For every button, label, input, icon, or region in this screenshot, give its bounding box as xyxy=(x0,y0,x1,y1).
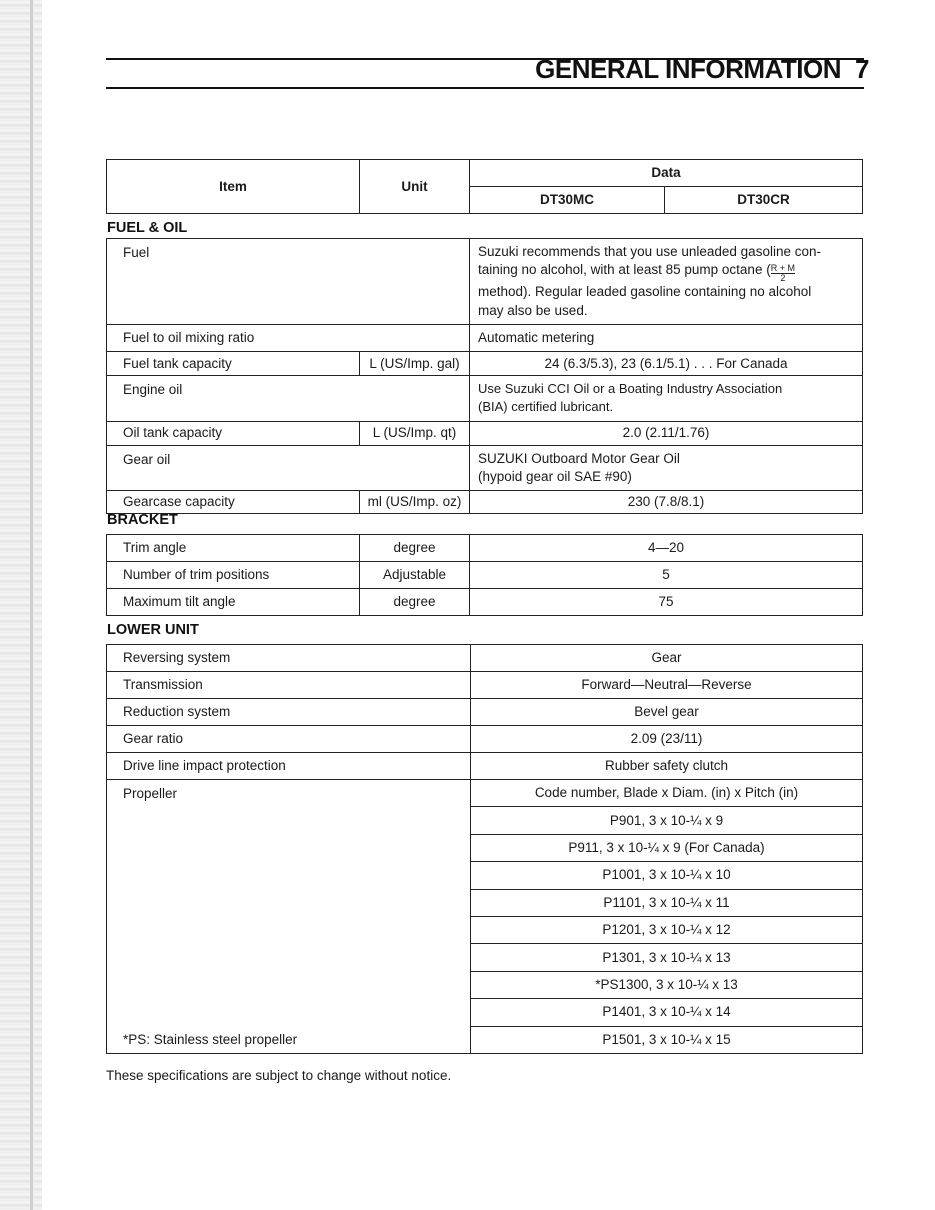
row-label-oil-tank: Oil tank capacity xyxy=(107,421,360,445)
lower-unit-table xyxy=(106,644,863,1054)
binding-edge xyxy=(0,0,42,1210)
engine-oil-description xyxy=(470,376,863,422)
trim-positions-value: 5 xyxy=(470,562,863,589)
propeller-ps1300: *PS1300, 3 x 10-¼ x 13 xyxy=(471,971,863,998)
table-row xyxy=(107,352,863,376)
binding-strip xyxy=(30,0,33,1210)
row-label-engine-oil: Engine oil xyxy=(107,376,470,422)
row-label-reversing: Reversing system xyxy=(107,645,471,672)
section-title-bracket: BRACKET xyxy=(107,512,178,528)
max-tilt-unit: degree xyxy=(360,589,470,616)
transmission-value: Forward—Neutral—Reverse xyxy=(471,672,863,699)
table-row xyxy=(107,780,863,807)
table-row xyxy=(107,699,863,726)
fuel-line-4: may also be used. xyxy=(478,302,588,318)
octane-fraction-denominator: 2 xyxy=(780,273,786,284)
trim-angle-unit: degree xyxy=(360,535,470,562)
col-header-model-2: DT30CR xyxy=(665,187,863,214)
fuel-oil-table xyxy=(106,238,863,514)
propeller-p1401: P1401, 3 x 10-¼ x 14 xyxy=(471,999,863,1026)
propeller-p911: P911, 3 x 10-¼ x 9 (For Canada) xyxy=(471,834,863,861)
propeller-p1101: P1101, 3 x 10-¼ x 11 xyxy=(471,889,863,916)
row-label-max-tilt: Maximum tilt angle xyxy=(107,589,360,616)
oil-tank-unit: L (US/Imp. qt) xyxy=(360,421,470,445)
row-label-fuel-tank: Fuel tank capacity xyxy=(107,352,360,376)
impact-protection-value: Rubber safety clutch xyxy=(471,753,863,780)
trim-positions-unit: Adjustable xyxy=(360,562,470,589)
fuel-tank-value: 24 (6.3/5.3), 23 (6.1/5.1) . . . For Canada xyxy=(470,352,863,376)
propeller-header: Code number, Blade x Diam. (in) x Pitch (in) xyxy=(471,780,863,807)
column-header-table xyxy=(106,159,863,214)
propeller-cell xyxy=(107,780,471,1054)
row-label-gearcase: Gearcase capacity xyxy=(107,491,360,514)
octane-fraction xyxy=(771,264,795,283)
row-label-trim-angle: Trim angle xyxy=(107,535,360,562)
table-row xyxy=(107,672,863,699)
reversing-value: Gear xyxy=(471,645,863,672)
engine-oil-line-2: (BIA) certified lubricant. xyxy=(478,399,614,415)
gear-ratio-value: 2.09 (23/11) xyxy=(471,726,863,753)
propeller-p901: P901, 3 x 10-¼ x 9 xyxy=(471,807,863,834)
fuel-line-3: method). Regular leaded gasoline containing no alcohol xyxy=(478,284,812,300)
table-row xyxy=(107,535,863,562)
gear-oil-line-1: SUZUKI Outboard Motor Gear Oil xyxy=(478,450,680,466)
mixing-ratio-value: Automatic metering xyxy=(470,324,863,351)
gearcase-value: 230 (7.8/8.1) xyxy=(470,491,863,514)
col-header-model-1: DT30MC xyxy=(470,187,665,214)
col-header-data: Data xyxy=(470,160,863,187)
section-title-lower-unit: LOWER UNIT xyxy=(107,622,199,638)
row-label-transmission: Transmission xyxy=(107,672,471,699)
propeller-p1501: P1501, 3 x 10-¼ x 15 xyxy=(471,1026,863,1053)
table-row xyxy=(107,753,863,780)
table-row xyxy=(107,239,863,325)
row-label-impact-protection: Drive line impact protection xyxy=(107,753,471,780)
table-row xyxy=(107,324,863,351)
table-row xyxy=(107,562,863,589)
max-tilt-value: 75 xyxy=(470,589,863,616)
section-title-fuel-oil: FUEL & OIL xyxy=(107,220,188,236)
fuel-line-1: Suzuki recommends that you use unleaded gasoline con- xyxy=(478,244,821,259)
octane-fraction-numerator: R + M xyxy=(770,263,795,274)
trim-angle-value: 4—20 xyxy=(470,535,863,562)
row-label-propeller: Propeller xyxy=(123,786,178,801)
table-row xyxy=(107,645,863,672)
reduction-value: Bevel gear xyxy=(471,699,863,726)
page-title-text: GENERAL INFORMATION xyxy=(535,54,842,84)
gear-oil-description xyxy=(470,445,863,491)
page-number: 7 xyxy=(855,54,869,84)
row-label-reduction: Reduction system xyxy=(107,699,471,726)
propeller-p1201: P1201, 3 x 10-¼ x 12 xyxy=(471,916,863,943)
row-label-mixing-ratio: Fuel to oil mixing ratio xyxy=(107,324,470,351)
row-label-trim-positions: Number of trim positions xyxy=(107,562,360,589)
propeller-p1301: P1301, 3 x 10-¼ x 13 xyxy=(471,944,863,971)
propeller-p1001: P1001, 3 x 10-¼ x 10 xyxy=(471,862,863,889)
bracket-table xyxy=(106,534,863,616)
table-row xyxy=(107,726,863,753)
engine-oil-line-1: Use Suzuki CCI Oil or a Boating Industry Association xyxy=(478,381,783,397)
gearcase-unit: ml (US/Imp. oz) xyxy=(360,491,470,514)
table-row xyxy=(107,376,863,422)
fuel-description xyxy=(470,239,863,325)
page-title xyxy=(535,54,869,85)
col-header-unit: Unit xyxy=(360,160,470,214)
header-rule-bottom xyxy=(106,87,864,89)
fuel-tank-unit: L (US/Imp. gal) xyxy=(360,352,470,376)
row-label-gear-ratio: Gear ratio xyxy=(107,726,471,753)
propeller-footnote: *PS: Stainless steel propeller xyxy=(123,1031,298,1047)
row-label-fuel: Fuel xyxy=(107,239,470,325)
table-row xyxy=(107,445,863,491)
table-row xyxy=(107,491,863,514)
fuel-line-2: taining no alcohol, with at least 85 pump octane ( xyxy=(478,262,771,278)
col-header-item: Item xyxy=(107,160,360,214)
table-row xyxy=(107,421,863,445)
gear-oil-line-2: (hypoid gear oil SAE #90) xyxy=(478,469,632,485)
oil-tank-value: 2.0 (2.11/1.76) xyxy=(470,421,863,445)
specification-note: These specifications are subject to change without notice. xyxy=(106,1068,452,1083)
row-label-gear-oil: Gear oil xyxy=(107,445,470,491)
table-row xyxy=(107,589,863,616)
